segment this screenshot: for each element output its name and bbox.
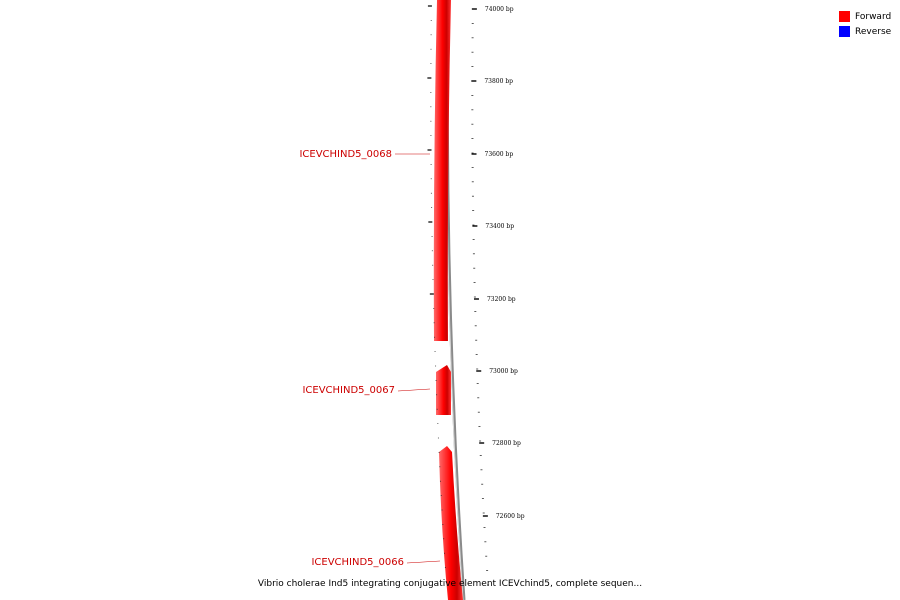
legend: [839, 9, 891, 39]
gene-leader-line: [407, 561, 440, 563]
scale-tick-label: 74000 bp: [484, 6, 514, 13]
legend-item-reverse: [839, 24, 891, 39]
gene-label-icevchind5-0068[interactable]: ICEVCHIND5_0068: [299, 149, 392, 160]
scale-tick-label: 73800 bp: [484, 78, 514, 85]
scale-tick-label: 72600 bp: [495, 513, 525, 520]
scale-tick-label: 72800 bp: [492, 440, 521, 447]
scale-tick-label: 73000 bp: [489, 368, 518, 375]
scale-tick-label: 73200 bp: [486, 296, 516, 303]
legend-label-reverse: Reverse: [855, 26, 892, 37]
scale-tick-label: 73400 bp: [485, 223, 515, 230]
gene-label-icevchind5-0067[interactable]: ICEVCHIND5_0067: [302, 385, 395, 396]
gene-feature-icevchind5-0067[interactable]: [436, 365, 451, 415]
map-caption: Vibrio cholerae Ind5 integrating conjugative element ICEVchind5, complete sequen...: [257, 579, 643, 589]
scale-tick-label: 73600 bp: [484, 151, 514, 158]
legend-item-forward: [839, 9, 891, 24]
forward-swatch-icon: [839, 11, 850, 22]
legend-label-forward: Forward: [855, 11, 892, 22]
gene-leader-line: [398, 389, 430, 391]
reverse-swatch-icon: [839, 26, 850, 37]
gene-label-icevchind5-0066[interactable]: ICEVCHIND5_0066: [311, 557, 404, 568]
